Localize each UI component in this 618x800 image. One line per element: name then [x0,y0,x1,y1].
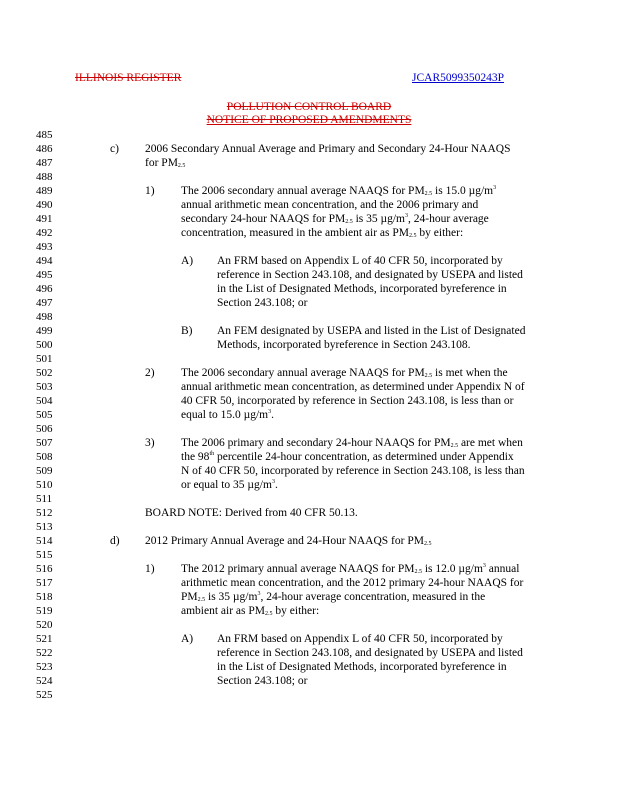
line-number: 519 [36,605,53,617]
section-c-title: 2006 Secondary Annual Average and Primary and Secondary 24-Hour NAAQS [145,143,511,155]
section-d-title: 2012 Primary Annual Average and 24-Hour NAAQS for $PM_{2.5}$ [145,535,432,547]
paragraph-line: annual arithmetic mean concentration, and the 2006 primary and [181,199,479,211]
register-title: ILLINOIS REGISTER [75,72,182,84]
line-number: 493 [36,241,53,253]
paragraph-line: The 2006 secondary annual average NAAQS for $PM_{2.5}$ is 15.0 $\mu g/m^3$ [181,185,497,197]
paragraph-line: annual arithmetic mean concentration, as determined under Appendix N of [181,381,525,393]
line-number: 497 [36,297,53,309]
line-number: 523 [36,661,53,673]
section-label-c: c) [110,143,119,155]
subitem-label-dA: A) [181,633,194,645]
line-number: 491 [36,213,53,225]
paragraph-line: An FRM based on Appendix L of 40 CFR 50, incorporated by [217,633,503,645]
line-number: 504 [36,395,53,407]
line-number: 508 [36,451,53,463]
item-label-c1: 1) [145,185,155,197]
notice-title: NOTICE OF PROPOSED AMENDMENTS [206,114,412,126]
paragraph-line: Methods, incorporated byreference in Section 243.108. [217,339,471,351]
line-number: 489 [36,185,53,197]
line-number: 509 [36,465,53,477]
paragraph-line: in the List of Designated Methods, incorporated byreference in [217,661,507,673]
line-number: 501 [36,353,53,365]
subitem-label-cA: A) [181,255,194,267]
board-name: POLLUTION CONTROL BOARD [226,101,392,113]
line-number: 524 [36,675,53,687]
paragraph-line: in the List of Designated Methods, incorporated byreference in [217,283,507,295]
paragraph-line: equal to 15.0 $\mu g/m^3$. [181,409,274,421]
line-number: 516 [36,563,53,575]
subitem-label-cB: B) [181,325,193,337]
line-number: 517 [36,577,53,589]
paragraph-line: Section 243.108; or [217,297,308,309]
paragraph-line: ambient air as $PM_{2.5}$ by either: [181,605,320,617]
line-number: 495 [36,269,53,281]
item-label-d1: 1) [145,563,155,575]
paragraph-line: reference in Section 243.108, and designated by USEPA and listed [217,647,523,659]
line-number: 520 [36,619,53,631]
line-number: 522 [36,647,53,659]
line-number: 514 [36,535,53,547]
line-number: 490 [36,199,53,211]
line-number: 505 [36,409,53,421]
line-number: 525 [36,689,53,701]
line-number: 488 [36,171,53,183]
paragraph-line: Section 243.108; or [217,675,308,687]
line-number: 506 [36,423,53,435]
line-number: 502 [36,367,53,379]
paragraph-line: reference in Section 243.108, and designated by USEPA and listed [217,269,523,281]
paragraph-line: arithmetic mean concentration, and the 2012 primary 24-hour NAAQS for [181,577,524,589]
paragraph-line: The 2006 secondary annual average NAAQS for $PM_{2.5}$ is met when the [181,367,508,379]
paragraph-line: $PM_{2.5}$ is 35 $\mu g/m^3$, 24-hour average concentration, measured in the [181,591,486,603]
paragraph-line: An FEM designated by USEPA and listed in the List of Designated [217,325,526,337]
line-number: 499 [36,325,53,337]
line-number: 500 [36,339,53,351]
line-number: 494 [36,255,53,267]
line-number: 513 [36,521,53,533]
paragraph-line: An FRM based on Appendix L of 40 CFR 50, incorporated by [217,255,503,267]
paragraph-line: N of 40 CFR 50, incorporated by reference in Section 243.108, is less than [181,465,525,477]
line-number: 487 [36,157,53,169]
line-number: 521 [36,633,53,645]
section-c-title-line2: for $PM_{2.5}$ [145,157,186,169]
line-number: 492 [36,227,53,239]
line-number: 518 [36,591,53,603]
line-number: 511 [36,493,53,505]
paragraph-line: concentration, measured in the ambient air as $PM_{2.5}$ by either: [181,227,464,239]
section-label-d: d) [110,535,120,547]
board-note: BOARD NOTE: Derived from 40 CFR 50.13. [145,507,358,519]
document-code-link[interactable]: JCAR5099350243P [412,72,505,84]
paragraph-line: secondary 24-hour NAAQS for $PM_{2.5}$ is 35 $\mu g/m^3$, 24-hour average [181,213,489,225]
paragraph-line: The 2006 primary and secondary 24-hour NAAQS for $PM_{2.5}$ are met when [181,437,523,449]
line-number: 498 [36,311,53,323]
line-number: 512 [36,507,53,519]
line-number: 515 [36,549,53,561]
paragraph-line: the 98th percentile 24-hour concentration, as determined under Appendix [181,451,514,463]
line-number: 485 [36,129,53,141]
paragraph-line: The 2012 primary annual average NAAQS for $PM_{2.5}$ is 12.0 $\mu g/m^3$ annual [181,563,520,575]
line-number: 486 [36,143,53,155]
paragraph-line: or equal to 35 $\mu g/m^3$. [181,479,278,491]
line-number: 507 [36,437,53,449]
line-number: 510 [36,479,53,491]
item-label-c3: 3) [145,437,155,449]
line-number: 503 [36,381,53,393]
line-number: 496 [36,283,53,295]
item-label-c2: 2) [145,367,155,379]
paragraph-line: 40 CFR 50, incorporated by reference in Section 243.108, is less than or [181,395,514,407]
